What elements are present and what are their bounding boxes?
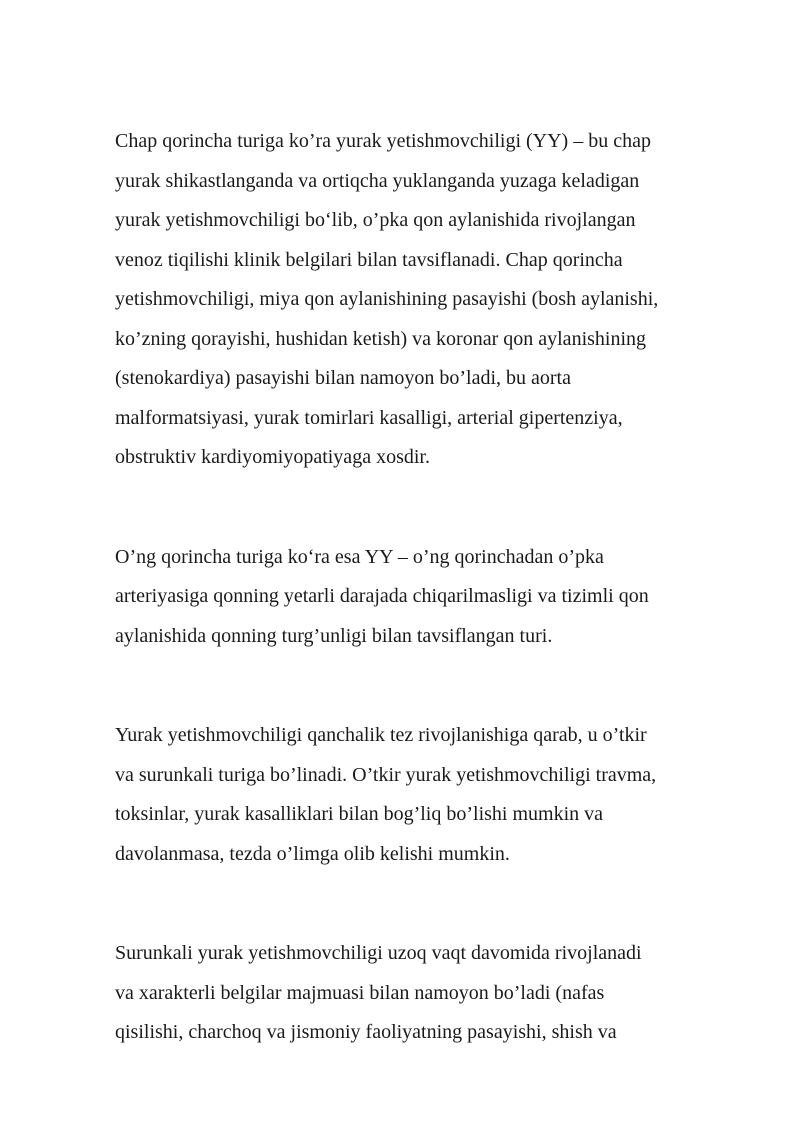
text-line: Yurak yetishmovchiligi qanchalik tez rivojlanishiga qarab, u o’tkir: [115, 724, 647, 746]
text-line: va xarakterli belgilar majmuasi bilan namoyon bo’ladi (nafas: [115, 981, 605, 1004]
text-line: arteriyasiga qonning yetarli darajada chiqarilmasligi va tizimli qon: [115, 585, 649, 607]
paragraph-chronic-failure: [115, 934, 755, 1053]
text-line: va surunkali turiga bo’linadi. O’tkir yurak yetishmovchiligi travma,: [115, 763, 657, 786]
text-line: obstruktiv kardiyomiyopatiyaga xosdir.: [115, 446, 430, 468]
text-line: (stenokardiya) pasayishi bilan namoyon bo’ladi, bu aorta: [115, 367, 571, 389]
paragraph-right-ventricular-failure: [115, 538, 755, 657]
paragraph-acute-chronic-types: [115, 716, 755, 874]
text-line: aylanishida qonning turg’unligi bilan tavsiflangan turi.: [115, 624, 553, 647]
paragraph-left-ventricular-failure: [115, 122, 755, 478]
text-line: toksinlar, yurak kasalliklari bilan bog’liq bo’lishi mumkin va: [115, 803, 604, 825]
text-line: venoz tiqilishi klinik belgilari bilan tavsiflanadi. Chap qorincha: [115, 248, 623, 271]
text-line: O’ng qorincha turiga ko‘ra esa YY – o’ng qorinchadan o’pka: [115, 545, 604, 568]
text-line: malformatsiyasi, yurak tomirlari kasalligi, arterial gipertenziya,: [115, 406, 623, 429]
text-line: yurak shikastlanganda va ortiqcha yuklanganda yuzaga keladigan: [115, 169, 640, 192]
text-line: Surunkali yurak yetishmovchiligi uzoq vaqt davomida rivojlanadi: [115, 942, 642, 964]
text-line: yetishmovchiligi, miya qon aylanishining pasayishi (bosh aylanishi,: [115, 288, 659, 310]
text-line: yurak yetishmovchiligi bo‘lib, o’pka qon aylanishida rivojlangan: [115, 209, 636, 231]
document-body: [115, 122, 755, 1113]
text-line: Chap qorincha turiga ko’ra yurak yetishmovchiligi (YY) – bu chap: [115, 130, 651, 152]
text-line: davolanmasa, tezda o’limga olib kelishi mumkin.: [115, 842, 510, 865]
text-line: ko’zning qorayishi, hushidan ketish) va koronar qon aylanishining: [115, 327, 647, 350]
text-line: qisilishi, charchoq va jismoniy faoliyatning pasayishi, shish va: [115, 1021, 617, 1043]
